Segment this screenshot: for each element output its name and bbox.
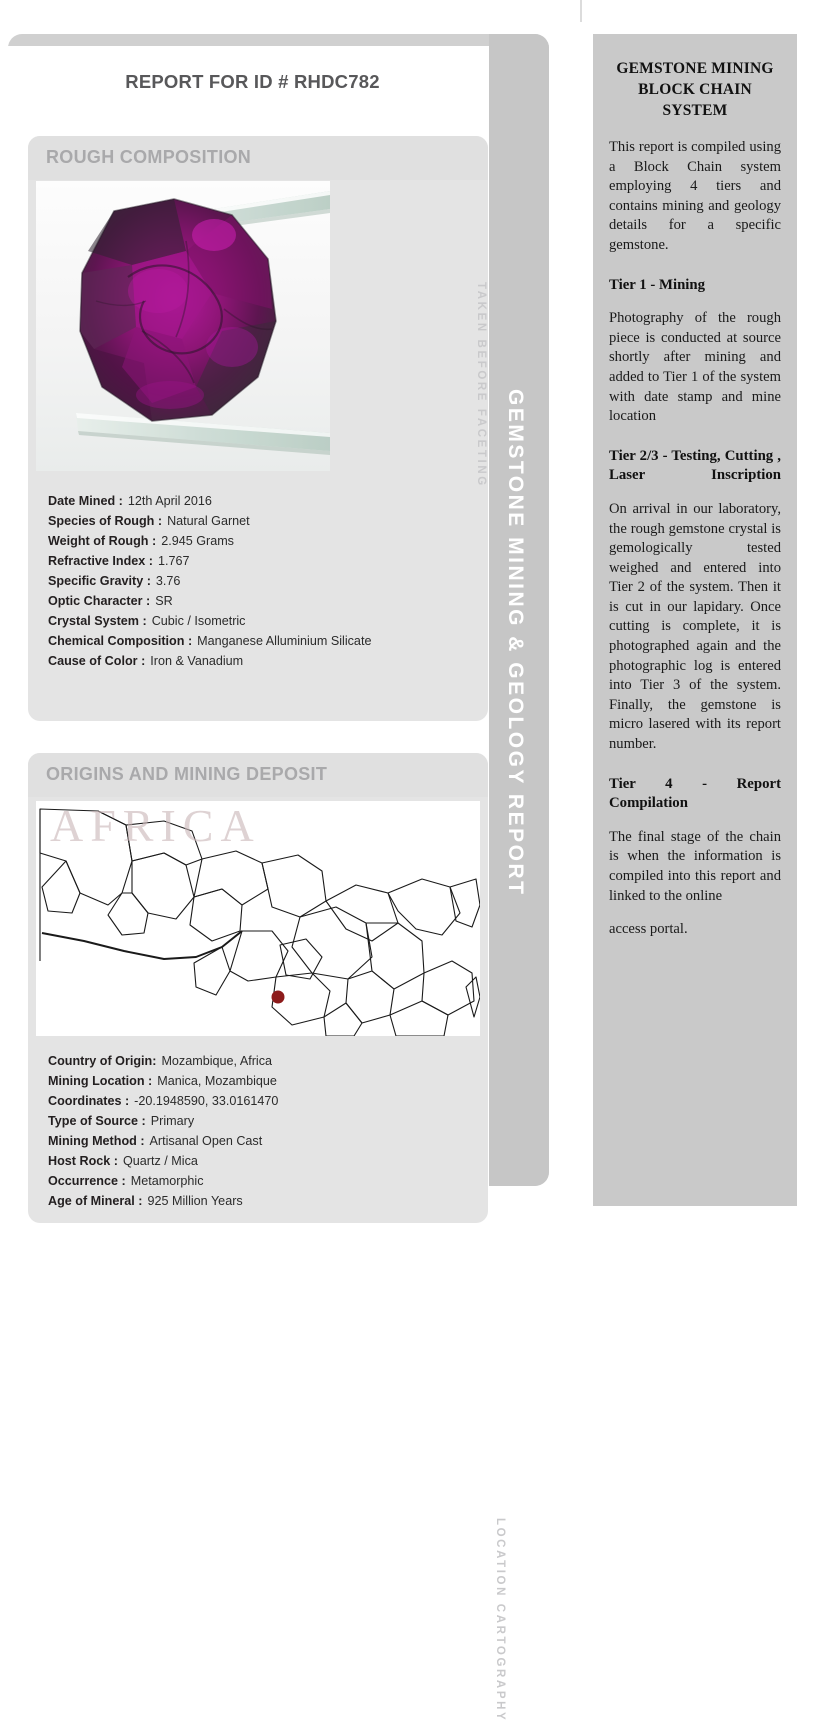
photo-caption-line-2: TAKEN BEFORE FACETING [475,282,487,488]
rough-field-label: Weight of Rough : [48,534,157,548]
rough-field-label: Chemical Composition : [48,634,193,648]
origin-field-value: -20.1948590, 33.0161470 [134,1094,279,1108]
sidebar-tier4-heading: Tier 4 - Report Compilation [609,775,781,812]
sidebar-tier23-heading: Tier 2/3 - Testing, Cutting , Laser Inscription [609,447,781,484]
rough-field-value: 3.76 [155,574,181,588]
origin-field-row [48,1171,468,1191]
sidebar-tier4-body-last: access portal. [609,921,688,938]
rough-field-row [48,571,468,591]
rough-photograph [36,181,330,471]
rough-field-value: 12th April 2016 [127,494,212,508]
origin-field-label: Coordinates : [48,1094,130,1108]
registration-tick [580,0,582,22]
sidebar-blockchain-info [593,34,797,1206]
rough-field-row [48,631,468,651]
report-card-body [8,46,506,1722]
rough-field-row [48,651,468,671]
origin-field-value: Manica, Mozambique [157,1074,277,1088]
rough-field-value: Cubic / Isometric [151,614,246,628]
spine-label: GEMSTONE MINING & GEOLOGY REPORT [504,389,527,897]
origin-field-label: Host Rock : [48,1154,118,1168]
origin-field-value: Quartz / Mica [122,1154,198,1168]
rough-field-value: 1.767 [158,554,190,568]
section-origins-title: ORIGINS AND MINING DEPOSIT [46,764,328,784]
sidebar-tier1-body: Photography of the rough piece is conducted at source shortly after mining and added to Tier 1 of the system with date stamp and mine location [609,310,781,425]
origin-field-row [48,1191,468,1211]
rough-gemstone-image [36,181,330,471]
sidebar-intro: This report is compiled using a Block Chain system employing 4 tiers and contains mining and geology details for a specific gemstone. [609,139,781,253]
origin-field-value: Metamorphic [130,1174,204,1188]
rough-field-label: Date Mined : [48,494,123,508]
rough-field-value: Natural Garnet [167,514,250,528]
rough-field-row [48,511,468,531]
rough-field-value: 2.945 Grams [161,534,234,548]
rough-field-row [48,491,468,511]
origin-field-label: Type of Source : [48,1114,146,1128]
rough-field-label: Optic Character : [48,594,151,608]
origin-field-value: Primary [150,1114,195,1128]
origin-field-value: Mozambique, Africa [161,1054,273,1068]
origin-field-label: Age of Mineral : [48,1194,143,1208]
origin-field-row [48,1091,468,1111]
rough-field-label: Refractive Index : [48,554,153,568]
rough-field-value: Manganese Alluminium Silicate [197,634,372,648]
rough-field-label: Crystal System : [48,614,147,628]
origin-field-row [48,1151,468,1171]
origins-mining-fields [48,1051,468,1211]
origin-field-value: 925 Million Years [147,1194,243,1208]
rough-field-label: Cause of Color : [48,654,146,668]
page-title: REPORT FOR ID # RHDC782 [125,71,380,92]
sidebar-title: GEMSTONE MINING BLOCK CHAIN SYSTEM [616,60,774,119]
report-spine [489,34,549,1186]
origin-field-row [48,1071,468,1091]
origin-field-row [48,1051,468,1071]
origin-field-row [48,1111,468,1131]
svg-text:AFRICA: AFRICA [50,801,261,851]
rough-field-row [48,591,468,611]
origin-field-label: Mining Location : [48,1074,153,1088]
rough-field-label: Specific Gravity : [48,574,151,588]
rough-field-value: Iron & Vanadium [150,654,244,668]
origin-field-label: Mining Method : [48,1134,145,1148]
origin-field-row [48,1131,468,1151]
sidebar-tier1-heading: Tier 1 - Mining [609,276,706,293]
origin-map [36,801,480,1036]
map-caption: LOCATION CARTOGRAPHY [494,1518,506,1722]
rough-field-value: SR [155,594,173,608]
origin-field-label: Occurrence : [48,1174,126,1188]
origin-field-label: Country of Origin: [48,1054,157,1068]
rough-field-row [48,531,468,551]
rough-field-row [48,551,468,571]
rough-field-label: Species of Rough : [48,514,163,528]
section-rough-title: ROUGH COMPOSITION [46,147,252,167]
rough-composition-fields [48,491,468,671]
origin-field-value: Artisanal Open Cast [149,1134,263,1148]
report-card [8,34,549,1722]
sidebar-tier4-body: The final stage of the chain is when the information is compiled into this report and linked to the online [609,828,781,904]
rough-field-row [48,611,468,631]
sidebar-tier23-body: On arrival in our laboratory, the rough gemstone crystal is gemologically tested weighed and entered into Tier 2 of the system. Then it is cut in our lapidary. Once cutting is complete, it is photographed again and the photographic log is entered into Tier 3 of the system. Finally, the gemstone is micro lasered with its report number. [609,500,781,753]
africa-map-image [36,801,480,1036]
